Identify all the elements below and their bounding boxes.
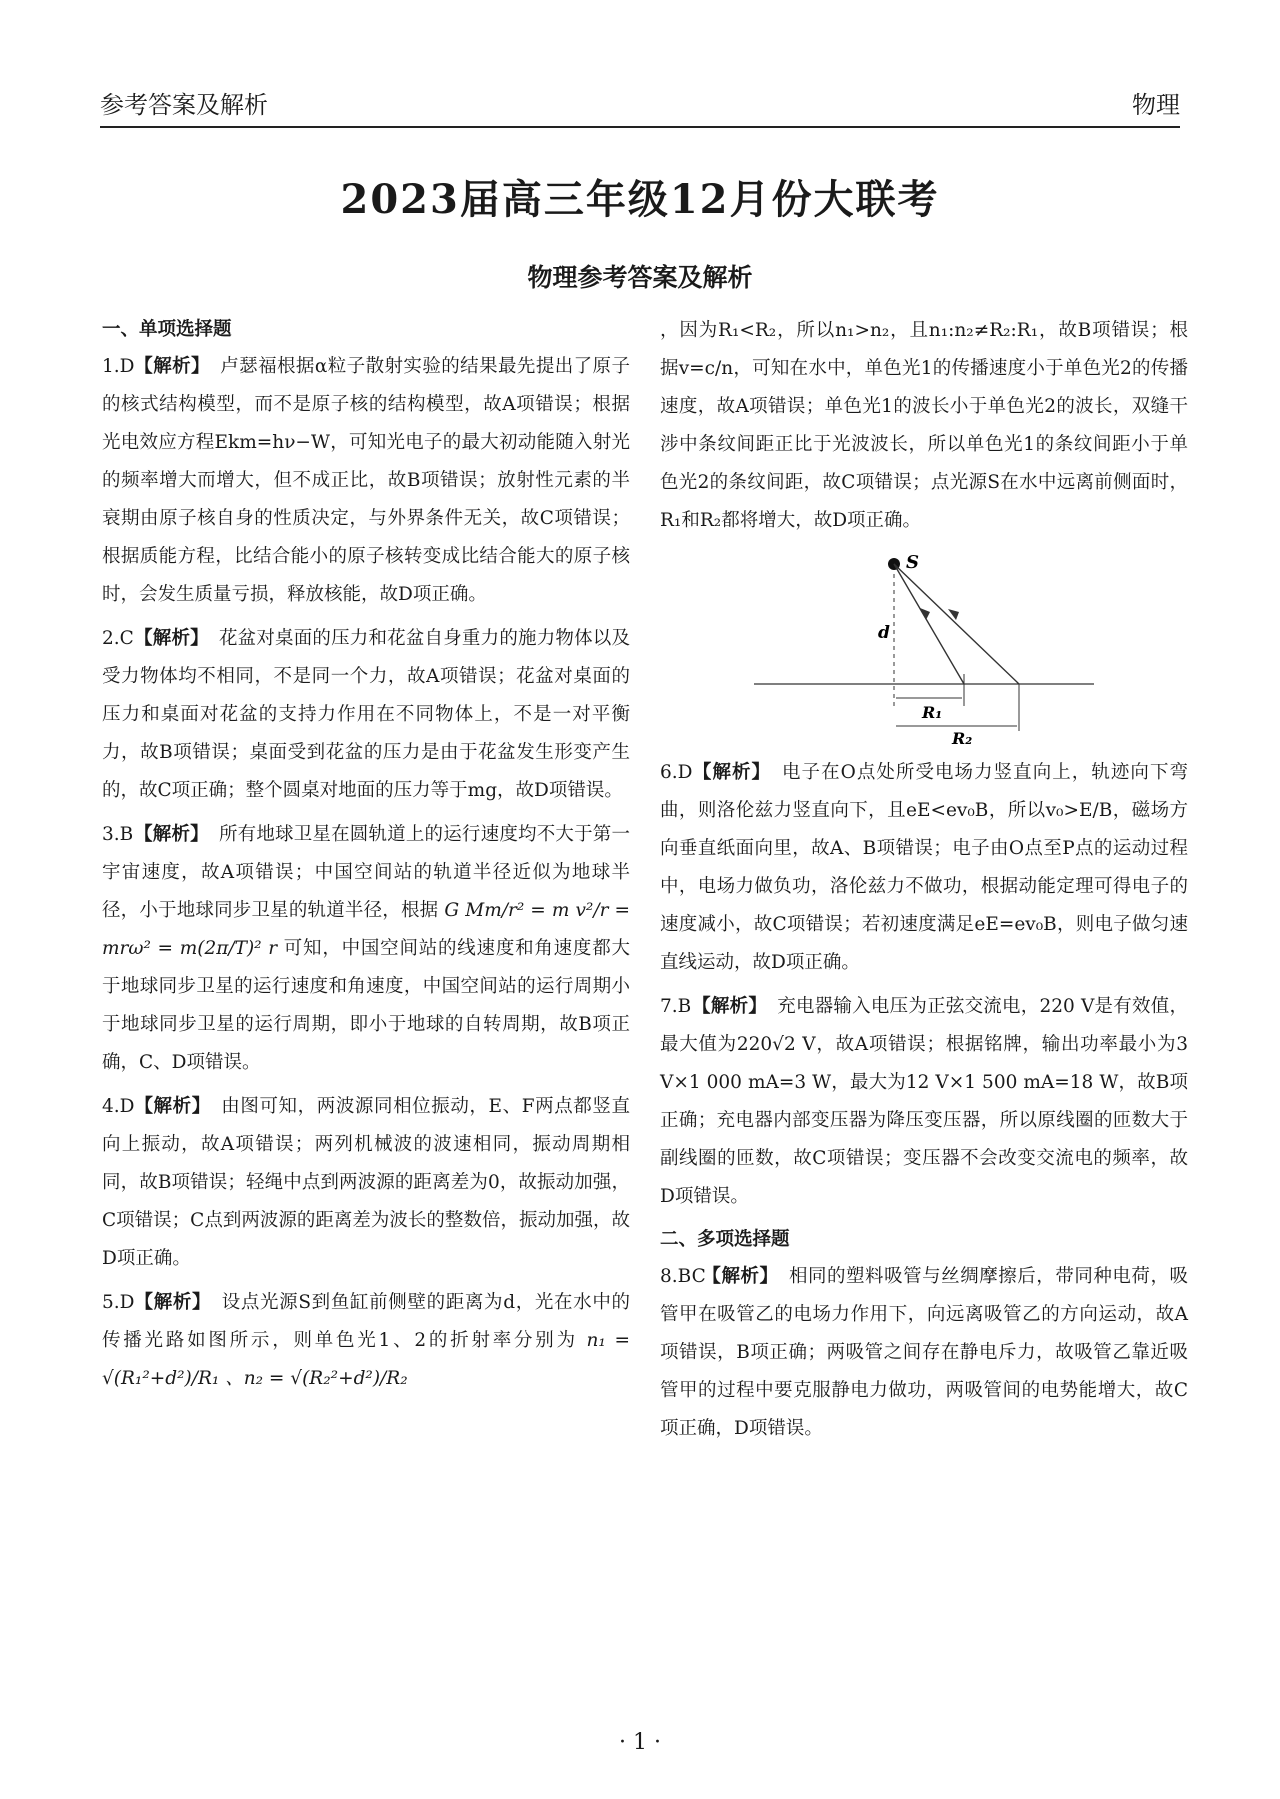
page-subtitle: 物理参考答案及解析 [527, 263, 753, 292]
answer-item-5 [102, 1284, 630, 1398]
answer-item-4 [102, 1088, 630, 1278]
answer-item-7 [660, 988, 1188, 1216]
item-number: 4.D [102, 1096, 135, 1117]
section-single-choice: 一、单项选择题 [102, 319, 232, 340]
item-text: 花盆对桌面的压力和花盆自身重力的施力物体以及受力物体均不相同，不是同一个力，故A项错误；花盆对桌面的压力和桌面对花盆的支持力作用在不同物体上，不是一对平衡力，故B项错误；桌面受到花盆的压力是由于花盆发生形变产生的，故C项正确；整个圆桌对地面的压力等于mg，故D项错误。 [102, 628, 630, 801]
item-number: 7.B [660, 996, 692, 1017]
analysis-tag: 【解析】 [134, 824, 209, 845]
item-text-cont: 可知，中国空间站的线速度和角速度都大于地球同步卫星的运行速度和角速度，中国空间站的运行周期小于地球同步卫星的运行周期，即小于地球的自转周期，故B项正确，C、D项错误。 [102, 938, 630, 1073]
answer-item-5-cont [660, 312, 1188, 540]
right-column [660, 312, 1188, 1454]
item-text-cont: ，因为R₁<R₂，所以n₁>n₂，且n₁:n₂≠R₂:R₁，故B项错误；根据v=c/n，可知在水中，单色光1的传播速度小于单色光2的传播速度，故A项错误；单色光1的波长小于单色光2的波长，双缝干涉中条纹间距正比于光波波长，所以单色光1的条纹间距小于单色光2的条纹间距，故C项错误；点光源S在水中远离前侧面时，R₁和R₂都将增大，故D项正确。 [660, 320, 1188, 531]
answer-item-6 [660, 754, 1188, 982]
ray-2 [894, 564, 1019, 684]
item-number: 1.D [102, 356, 135, 377]
section-multi-choice: 二、多项选择题 [660, 1229, 790, 1250]
item-number: 5.D [102, 1292, 135, 1313]
analysis-tag: 【解析】 [134, 1292, 212, 1313]
header-right: 物理 [1132, 91, 1180, 119]
left-column [102, 312, 630, 1404]
item-text: 电子在O点处所受电场力竖直向上，轨迹向下弯曲，则洛伦兹力竖直向下，且eE<ev₀B，所以v₀>E/B，磁场方向垂直纸面向里，故A、B项错误；电子由O点至P点的运动过程中，电场力做负功，洛伦兹力不做功，根据动能定理可得电子的速度减小，故C项错误；若初速度满足eE=ev₀B，则电子做匀速直线运动，故D项正确。 [660, 762, 1188, 973]
analysis-tag: 【解析】 [134, 356, 210, 377]
page-header [100, 78, 1180, 128]
gravitation-formula: G Mm/r² = m v²/r = mrω² = m(2π/T)² r [102, 900, 630, 959]
page-title: 2023届高三年级12月份大联考 [340, 176, 940, 223]
ray-1 [894, 564, 964, 684]
item-number: 6.D [660, 762, 693, 783]
r1-label: R₁ [922, 703, 943, 722]
page-number: · 1 · [619, 1730, 661, 1755]
answer-item-8 [660, 1258, 1188, 1448]
refraction-diagram [754, 546, 1094, 746]
answer-item-2 [102, 620, 630, 810]
refraction-formula: n₁ = √(R₁²+d²)/R₁ 、n₂ = √(R₂²+d²)/R₂ [102, 1330, 630, 1389]
header-left: 参考答案及解析 [100, 91, 268, 119]
answer-item-3 [102, 816, 630, 1082]
item-text: 相同的塑料吸管与丝绸摩擦后，带同种电荷，吸管甲在吸管乙的电场力作用下，向远离吸管乙的方向运动，故A项错误，B项正确；两吸管之间存在静电斥力，故吸管乙靠近吸管甲的过程中要克服静电力做功，两吸管间的电势能增大，故C项正确，D项错误。 [660, 1266, 1188, 1439]
item-text: 充电器输入电压为正弦交流电，220 V是有效值，最大值为220√2 V，故A项错误；根据铭牌，输出功率最小为3 V×1 000 mA=3 W，最大为12 V×1 500 mA=18 W，故B项正确；充电器内部变压器为降压变压器，所以原线圈的匝数大于副线圈的匝数，故C项错误；变压器不会改变交流电的频率，故D项错误。 [660, 996, 1188, 1207]
analysis-tag: 【解析】 [692, 996, 768, 1017]
analysis-tag: 【解析】 [692, 762, 772, 783]
analysis-tag: 【解析】 [134, 628, 209, 649]
point-source-label: S [906, 552, 919, 573]
r2-label: R₂ [952, 729, 973, 746]
item-number: 2.C [102, 628, 134, 649]
depth-label: d [878, 623, 890, 643]
item-text: 所有地球卫星在圆轨道上的运行速度均不大于第一宇宙速度，故A项错误；中国空间站的轨道半径近似为地球半径，小于地球同步卫星的轨道半径，根据 [102, 824, 630, 921]
item-text: 设点光源S到鱼缸前侧壁的距离为d，光在水中的传播光路如图所示，则单色光1、2的折射率分别为 [102, 1292, 630, 1351]
item-text: 卢瑟福根据α粒子散射实验的结果最先提出了原子的核式结构模型，而不是原子核的结构模型，故A项错误；根据光电效应方程Ekm=hν−W，可知光电子的最大初动能随入射光的频率增大而增大，但不成正比，故B项错误；放射性元素的半衰期由原子核自身的性质决定，与外界条件无关，故C项错误；根据质能方程，比结合能小的原子核转变成比结合能大的原子核时，会发生质量亏损，释放核能，故D项正确。 [102, 356, 630, 605]
item-text: 由图可知，两波源同相位振动，E、F两点都竖直向上振动，故A项错误；两列机械波的波速相同，振动周期相同，故B项错误；轻绳中点到两波源的距离差为0，故振动加强，C项错误；C点到两波源的距离差为波长的整数倍，振动加强，故D项正确。 [102, 1096, 630, 1269]
analysis-tag: 【解析】 [134, 1096, 211, 1117]
analysis-tag: 【解析】 [702, 1266, 779, 1287]
item-number: 8.BC [660, 1266, 706, 1287]
item-number: 3.B [102, 824, 134, 845]
answer-item-1 [102, 348, 630, 614]
